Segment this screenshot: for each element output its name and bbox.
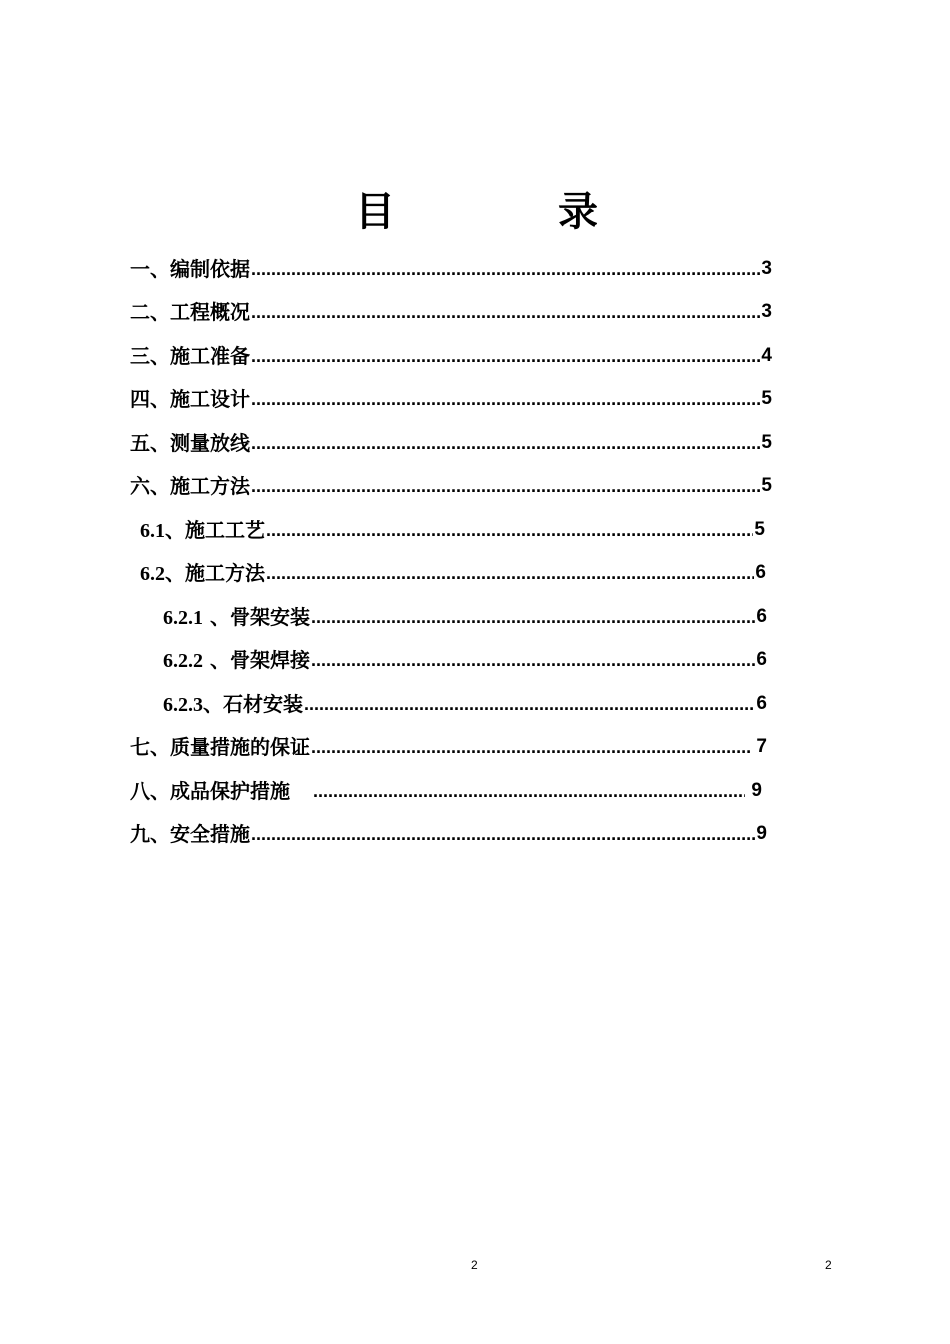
toc-dot-leader	[311, 602, 755, 632]
toc-entry-label	[163, 602, 310, 632]
toc-dot-leader	[313, 776, 745, 806]
toc-entry-page: 6	[755, 562, 766, 583]
toc-dot-leader	[251, 297, 760, 327]
toc-entry-6-2-2[interactable]	[163, 645, 767, 675]
toc-dot-leader	[251, 341, 760, 371]
toc-dot-leader	[251, 428, 760, 458]
toc-entry-9[interactable]	[130, 819, 767, 849]
toc-entry-6-2-1[interactable]	[163, 602, 767, 632]
title-char-1: 目	[355, 188, 395, 235]
toc-entry-page: 5	[761, 432, 772, 453]
toc-entry-2[interactable]	[130, 297, 772, 327]
toc-entry-page: 7	[751, 736, 767, 757]
toc-entry-label: 一、编制依据	[130, 257, 250, 281]
toc-entry-page: 4	[761, 345, 772, 366]
page-title	[0, 184, 950, 240]
toc-entry-label: 三、施工准备	[130, 344, 250, 368]
toc-dot-leader	[266, 558, 754, 588]
toc-entry-page: 3	[761, 258, 772, 279]
toc-entry-page: 9	[756, 823, 767, 844]
toc-entry-label	[140, 558, 265, 588]
toc-dot-leader	[304, 689, 755, 719]
toc-entry-label: 七、质量措施的保证	[130, 735, 310, 759]
toc-dot-leader	[251, 384, 760, 414]
toc-entry-8[interactable]	[130, 776, 762, 806]
toc-entry-7[interactable]	[130, 732, 767, 762]
toc-entry-page: 5	[754, 519, 765, 540]
title-char-2: 录	[558, 188, 598, 235]
toc-entry-number: 6.2.3	[163, 693, 203, 716]
toc-entry-6-2[interactable]	[140, 558, 766, 588]
toc-entry-page: 6	[756, 693, 767, 714]
toc-entry-label	[163, 645, 310, 675]
toc-entry-number: 6.2.1	[163, 606, 203, 629]
toc-entry-page: 9	[746, 780, 762, 801]
toc-entry-text: 、骨架安装	[203, 604, 310, 629]
toc-entry-page: 6	[756, 649, 767, 670]
toc-entry-label: 二、工程概况	[130, 300, 250, 324]
toc-entry-label	[163, 689, 303, 719]
toc-dot-leader	[311, 645, 755, 675]
toc-entry-3[interactable]	[130, 341, 772, 371]
toc-entry-number: 6.2.2	[163, 649, 203, 672]
toc-entry-label	[140, 515, 265, 545]
toc-entry-text: 、施工工艺	[165, 517, 265, 542]
toc-entry-6-1[interactable]	[140, 515, 765, 545]
page-number-right: 2	[825, 1258, 832, 1272]
toc-entry-number: 6.1	[140, 519, 165, 542]
toc-entry-label: 九、安全措施	[130, 822, 250, 846]
toc-entry-text: 、石材安装	[203, 691, 303, 716]
toc-entry-number: 6.2	[140, 562, 165, 585]
toc-entry-label: 六、施工方法	[130, 474, 250, 498]
toc-entry-6-2-3[interactable]	[163, 689, 767, 719]
toc-dot-leader	[311, 732, 750, 762]
toc-entry-page: 6	[756, 606, 767, 627]
toc-entry-4[interactable]	[130, 384, 772, 414]
toc-dot-leader	[251, 471, 760, 501]
toc-entry-label: 八、成品保护措施	[130, 779, 297, 803]
toc-entry-page: 5	[761, 475, 772, 496]
toc-entry-5[interactable]	[130, 428, 772, 458]
toc-entry-1[interactable]	[130, 254, 772, 284]
toc-entry-page: 5	[761, 388, 772, 409]
toc-entry-label: 五、测量放线	[130, 431, 250, 455]
toc-dot-leader	[251, 254, 760, 284]
toc-dot-leader	[251, 819, 755, 849]
toc-entry-text: 、骨架焊接	[203, 647, 310, 672]
toc-entry-label: 四、施工设计	[130, 387, 250, 411]
toc-dot-leader	[266, 515, 753, 545]
toc-entry-6[interactable]	[130, 471, 772, 501]
page-number-center: 2	[471, 1258, 478, 1272]
toc-entry-text: 、施工方法	[165, 560, 265, 585]
toc-entry-page: 3	[761, 301, 772, 322]
